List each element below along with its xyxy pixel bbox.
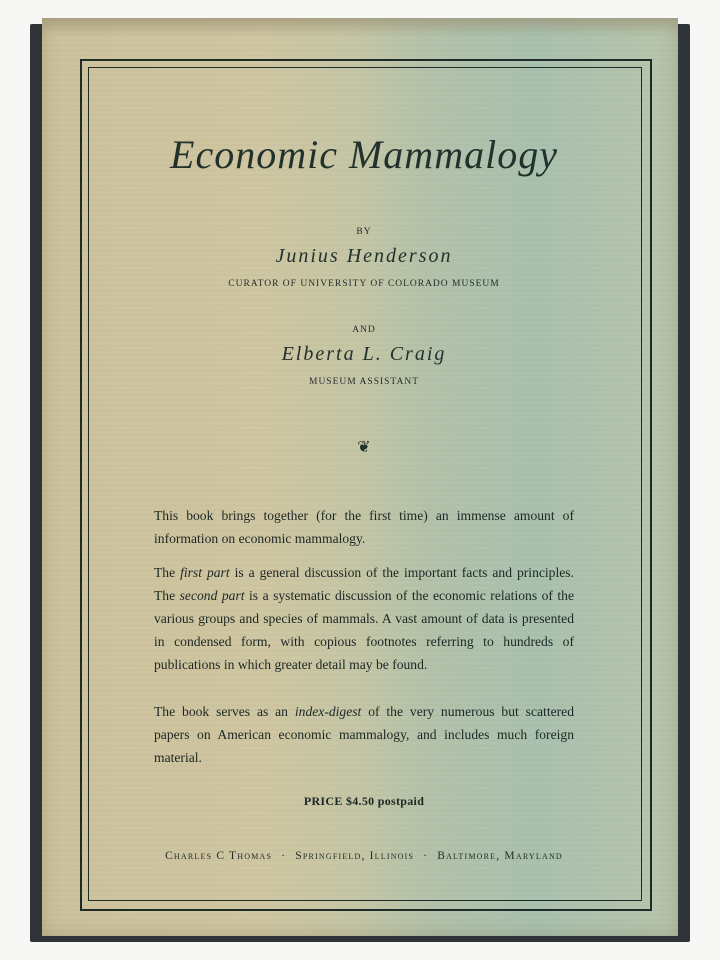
description-paragraph-2 [154,561,574,676]
para2-text-3: is a systematic discussion of the economic relations of the various groups and species of mammals. A vast amount of data is presented in condensed form, with copious footnotes referring to hundreds of publications in which greater detail may be found. [154,588,575,672]
para3-emphasis-index-digest: index-digest [294,704,362,719]
description-paragraph-3 [154,700,574,769]
worn-top-edge [42,18,678,36]
publisher-city-2: Baltimore, Maryland [437,850,563,862]
para2-text-2: is a general discussion of the important facts and principles. The [154,565,574,603]
description-paragraph-1: This book brings together (for the first time) an immense amount of information on economic mammalogy. [154,508,574,546]
author1-role: CURATOR OF UNIVERSITY OF COLORADO MUSEUM [228,279,500,289]
price-line: PRICE $4.50 postpaid [303,794,425,808]
separator-dot: · [423,850,429,862]
publisher-line [88,850,640,862]
para2-text-1: The [154,565,181,580]
author1-name: Junius Henderson [275,245,453,267]
book-title: Economic Mammalogy [170,132,558,177]
dust-jacket-back [42,18,678,936]
jacket-text-panel [88,67,640,899]
publisher-name: Charles C Thomas [165,850,273,862]
para3-text-2: of the very numerous but scattered papers on American economic mammalogy, and includes much foreign material. [154,704,574,765]
para3-text-1: The book serves as an [154,704,295,719]
and-label: AND [352,325,376,335]
fleuron-ornament-icon: ❦ [357,439,371,456]
author2-role: MUSEUM ASSISTANT [309,377,419,387]
separator-dot: · [281,850,287,862]
para2-emphasis-second-part: second part [179,588,245,603]
para2-emphasis-first-part: first part [180,565,230,580]
publisher-city-1: Springfield, Illinois [295,850,415,862]
by-label: BY [356,227,372,237]
author2-name: Elberta L. Craig [281,343,447,365]
